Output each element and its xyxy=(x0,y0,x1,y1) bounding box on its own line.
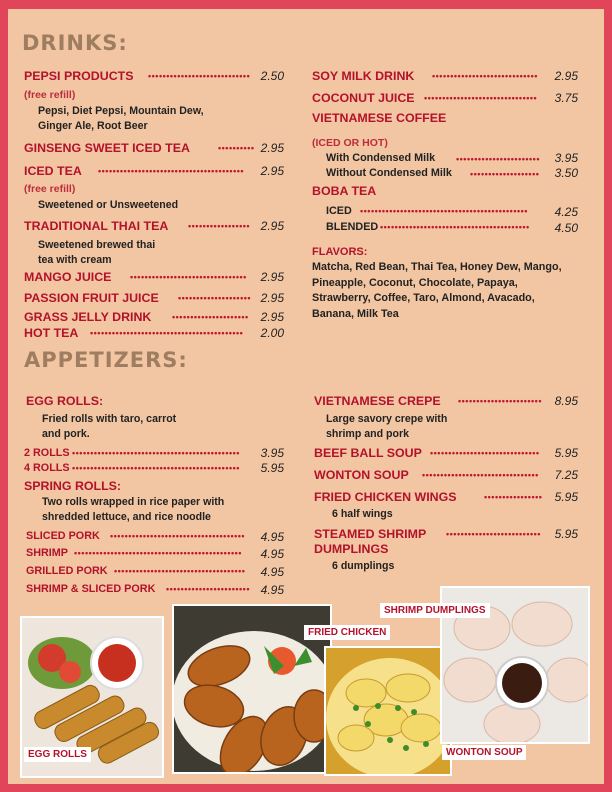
thai-tea-desc: Sweetened brewed thai tea with cream xyxy=(38,239,156,266)
hot-tea-price: 2.00 xyxy=(260,326,284,340)
shrimp-pork-name: SHRIMP & SLICED PORK xyxy=(26,583,156,595)
dumplings-name: STEAMED SHRIMP DUMPLINGS xyxy=(314,527,426,556)
pepsi-note: (free refill) xyxy=(24,89,76,101)
no-condensed-price: 3.50 xyxy=(554,166,578,180)
viet-coffee-note: (ICED OR HOT) xyxy=(312,137,388,149)
boba-iced-name: ICED xyxy=(326,205,352,217)
passion-price: 2.95 xyxy=(260,291,284,305)
wonton-name: WONTON SOUP xyxy=(314,468,409,482)
leader-dots: ••••••••••••••••••••••••••••••••••••• xyxy=(110,531,246,541)
crepe-name: VIETNAMESE CREPE xyxy=(314,394,441,408)
wings-name: FRIED CHICKEN WINGS xyxy=(314,490,457,504)
leader-dots: •••••••••••••••••••••••••• xyxy=(446,529,541,539)
boba-blended-price: 4.50 xyxy=(554,221,578,235)
leader-dots: •••••••••••••••••••••••••••• xyxy=(148,71,251,81)
leader-dots: •••••••••••••••••••••••••••••••••••••••••••••• xyxy=(360,206,528,216)
leader-dots: •••••••••••••••••••••••••••••••••••• xyxy=(114,566,246,576)
leader-dots: •••••••••••••••••••••••••••••••••••••••••• xyxy=(90,328,244,338)
pepsi-desc: Pepsi, Diet Pepsi, Mountain Dew, Ginger Ale, Root Beer xyxy=(38,105,204,132)
leader-dots: ••••••••••••••••••••••• xyxy=(166,584,250,594)
pepsi-name: PEPSI PRODUCTS xyxy=(24,69,134,83)
two-rolls-name: 2 ROLLS xyxy=(24,447,70,459)
grilled-pork-name: GRILLED PORK xyxy=(26,565,108,577)
wings-price: 5.95 xyxy=(554,490,578,504)
condensed-price: 3.95 xyxy=(554,151,578,165)
iced-tea-name: ICED TEA xyxy=(24,164,82,178)
thai-tea-price: 2.95 xyxy=(260,219,284,233)
mango-price: 2.95 xyxy=(260,270,284,284)
boba-name: BOBA TEA xyxy=(312,184,377,198)
appetizers-heading: APPETIZERS: xyxy=(24,348,188,372)
leader-dots: •••••••••••••••• xyxy=(484,492,543,502)
iced-tea-note: (free refill) xyxy=(24,183,76,195)
shrimp-name: SHRIMP xyxy=(26,547,68,559)
egg-rolls-caption: EGG ROLLS xyxy=(24,747,91,762)
leader-dots: •••••••••••••••••••••••••••••••••••••••••••••• xyxy=(72,448,240,458)
spring-rolls-name: SPRING ROLLS: xyxy=(24,479,122,493)
leader-dots: •••••••••• xyxy=(218,143,255,153)
leader-dots: •••••••••••••••••••• xyxy=(178,293,252,303)
fried-chicken-caption: FRIED CHICKEN xyxy=(304,625,390,640)
egg-rolls-name: EGG ROLLS: xyxy=(26,394,104,408)
leader-dots: •••••••••••••••••••••••••••••••••••••••• xyxy=(98,166,245,176)
beef-ball-price: 5.95 xyxy=(554,446,578,460)
thai-tea-name: TRADITIONAL THAI TEA xyxy=(24,219,169,233)
sliced-pork-price: 4.95 xyxy=(260,530,284,544)
leader-dots: •••••••••••••••••••••••••••••••• xyxy=(130,272,247,282)
hot-tea-name: HOT TEA xyxy=(24,326,79,340)
grass-jelly-name: GRASS JELLY DRINK xyxy=(24,310,152,324)
leader-dots: ••••••••••••••••• xyxy=(188,221,251,231)
leader-dots: •••••••••••••••••••••••••••••••••••••••••••••• xyxy=(72,463,240,473)
coconut-price: 3.75 xyxy=(554,91,578,105)
ginseng-name: GINSENG SWEET ICED TEA xyxy=(24,141,190,155)
leader-dots: ••••••••••••••••••••••••••••••• xyxy=(424,93,538,103)
flavors-list: Matcha, Red Bean, Thai Tea, Honey Dew, Mango, Pineapple, Coconut, Chocolate, Papaya, Strawberry, Coffee, Taro, Almond, Avacado, Banana, Milk Tea xyxy=(312,261,562,320)
viet-coffee-name: VIETNAMESE COFFEE xyxy=(312,111,447,125)
leader-dots: •••••••••••••••••••••••••••••••••••••••••••••• xyxy=(74,548,242,558)
two-rolls-price: 3.95 xyxy=(260,446,284,460)
wonton-soup-photo xyxy=(324,646,452,776)
dumplings-price: 5.95 xyxy=(554,527,578,541)
shrimp-pork-price: 4.95 xyxy=(260,583,284,597)
mango-name: MANGO JUICE xyxy=(24,270,112,284)
beef-ball-name: BEEF BALL SOUP xyxy=(314,446,422,460)
leader-dots: •••••••••••••••••••••••••••••• xyxy=(430,448,540,458)
four-rolls-price: 5.95 xyxy=(260,461,284,475)
no-condensed-name: Without Condensed Milk xyxy=(326,167,452,179)
iced-tea-price: 2.95 xyxy=(260,164,284,178)
wonton-soup-image xyxy=(326,648,452,776)
menu-page xyxy=(8,9,604,784)
soy-milk-name: SOY MILK DRINK xyxy=(312,69,415,83)
boba-blended-name: BLENDED xyxy=(326,221,379,233)
shrimp-dumplings-caption: SHRIMP DUMPLINGS xyxy=(380,603,490,618)
leader-dots: ••••••••••••••••••••••••••••• xyxy=(432,71,538,81)
condensed-name: With Condensed Milk xyxy=(326,152,436,164)
leader-dots: ••••••••••••••••••• xyxy=(470,169,540,179)
leader-dots: ••••••••••••••••••••••• xyxy=(458,396,542,406)
wings-desc: 6 half wings xyxy=(332,508,393,520)
crepe-price: 8.95 xyxy=(554,394,578,408)
leader-dots: ••••••••••••••••••••• xyxy=(172,312,249,322)
egg-rolls-desc: Fried rolls with taro, carrot and pork. xyxy=(42,413,177,440)
leader-dots: ••••••••••••••••••••••• xyxy=(456,154,540,164)
boba-iced-price: 4.25 xyxy=(554,205,578,219)
drinks-heading: DRINKS: xyxy=(22,31,128,55)
wonton-price: 7.25 xyxy=(554,468,578,482)
crepe-desc: Large savory crepe with shrimp and pork xyxy=(326,413,448,440)
iced-tea-desc: Sweetened or Unsweetened xyxy=(38,199,179,211)
pepsi-price: 2.50 xyxy=(260,69,284,83)
flavors-label: FLAVORS: xyxy=(312,246,368,258)
shrimp-price: 4.95 xyxy=(260,547,284,561)
grilled-pork-price: 4.95 xyxy=(260,565,284,579)
leader-dots: •••••••••••••••••••••••••••••••• xyxy=(422,470,539,480)
sliced-pork-name: SLICED PORK xyxy=(26,530,100,542)
grass-jelly-price: 2.95 xyxy=(260,310,284,324)
dumplings-desc: 6 dumplings xyxy=(332,560,395,572)
passion-name: PASSION FRUIT JUICE xyxy=(24,291,159,305)
leader-dots: ••••••••••••••••••••••••••••••••••••••••• xyxy=(380,222,530,232)
spring-rolls-desc: Two rolls wrapped in rice paper with shredded lettuce, and rice noodle xyxy=(42,496,225,523)
wonton-soup-caption: WONTON SOUP xyxy=(442,745,526,760)
ginseng-price: 2.95 xyxy=(260,141,284,155)
coconut-name: COCONUT JUICE xyxy=(312,91,415,105)
four-rolls-name: 4 ROLLS xyxy=(24,462,70,474)
soy-milk-price: 2.95 xyxy=(554,69,578,83)
